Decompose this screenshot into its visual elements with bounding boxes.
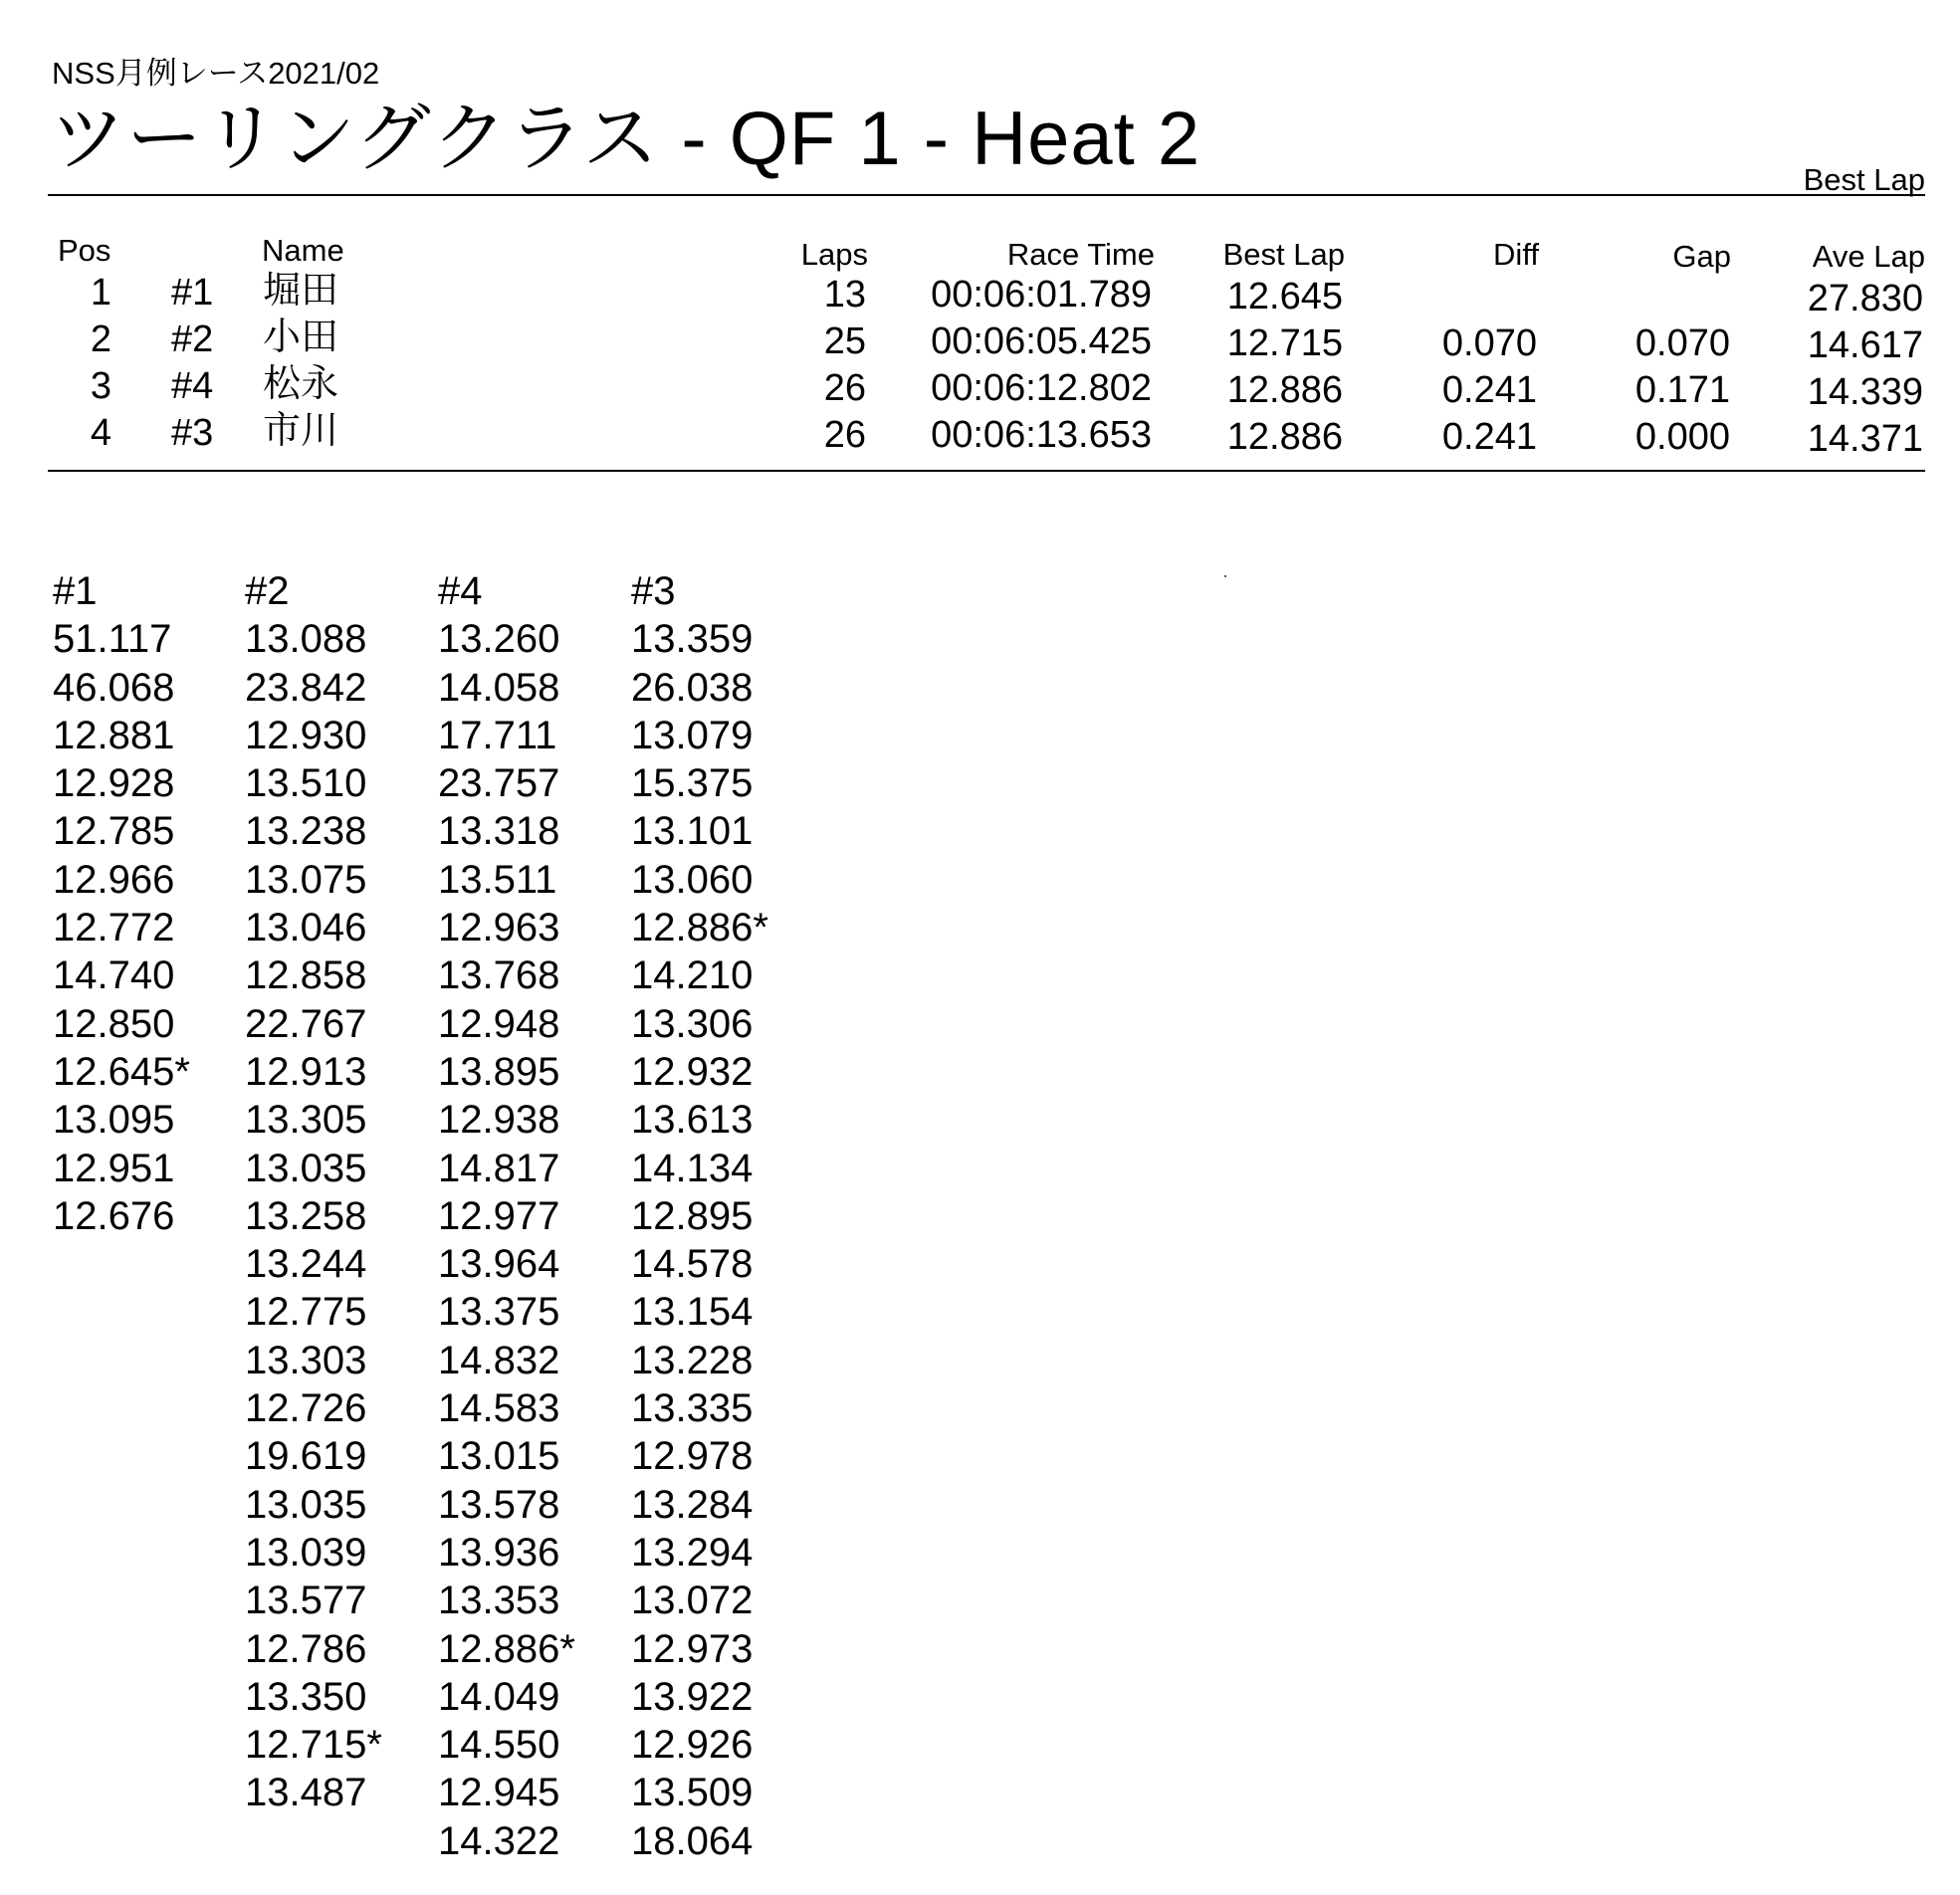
lap-time: 12.772 — [53, 906, 175, 950]
lap-time: 13.046 — [245, 906, 367, 950]
lap-time: 12.645* — [53, 1049, 190, 1094]
lap-time: 13.375 — [438, 1290, 560, 1335]
lap-time: 12.938 — [438, 1098, 560, 1143]
lap-time: 15.375 — [631, 761, 754, 806]
lap-time: 13.578 — [438, 1482, 560, 1527]
lap-time: 12.966 — [53, 857, 175, 902]
lap-time: 14.049 — [438, 1674, 560, 1719]
lap-column-header: #4 — [438, 569, 483, 613]
col-header-gap: Gap — [1672, 239, 1731, 274]
lap-time: 12.945 — [438, 1771, 560, 1815]
lap-time: 51.117 — [53, 617, 172, 662]
lap-time: 14.322 — [438, 1818, 560, 1863]
lap-time: 12.786 — [245, 1626, 367, 1671]
lap-time: 14.578 — [631, 1242, 754, 1287]
lap-time: 13.335 — [631, 1386, 754, 1431]
lap-time: 12.858 — [245, 953, 367, 998]
lap-time: 13.613 — [631, 1098, 754, 1143]
col-header-pos: Pos — [58, 233, 111, 268]
row-car: #2 — [171, 318, 214, 360]
lap-time: 13.922 — [631, 1674, 754, 1719]
row-laps: 13 — [823, 274, 866, 316]
results-divider — [48, 470, 1925, 472]
row-gap: 0.000 — [1634, 416, 1730, 458]
row-diff: 0.070 — [1441, 322, 1537, 364]
lap-time: 12.715* — [245, 1723, 382, 1768]
row-ave-lap: 14.617 — [1807, 324, 1923, 366]
lap-time: 13.577 — [245, 1579, 367, 1623]
lap-time: 13.305 — [245, 1098, 367, 1143]
lap-column-car-3 — [631, 567, 820, 1865]
lap-time: 18.064 — [631, 1818, 754, 1863]
row-pos: 2 — [90, 318, 111, 360]
lap-time: 12.932 — [631, 1049, 754, 1094]
header-divider — [48, 194, 1925, 196]
lap-time: 12.881 — [53, 713, 175, 757]
lap-time: 12.775 — [245, 1290, 367, 1335]
page-title: ツーリングクラス - QF 1 - Heat 2 — [50, 97, 1201, 181]
event-name: NSS月例レース2021/02 — [52, 56, 380, 91]
row-diff: 0.241 — [1441, 369, 1537, 411]
lap-time: 23.842 — [245, 665, 367, 710]
row-ave-lap: 14.371 — [1807, 418, 1923, 460]
col-header-name: Name — [262, 233, 344, 268]
col-header-best-lap: Best Lap — [1222, 237, 1345, 272]
lap-time: 13.895 — [438, 1049, 560, 1094]
lap-column-car-2 — [245, 567, 434, 1817]
row-name: 松永 — [263, 363, 339, 405]
lap-time: 12.948 — [438, 1001, 560, 1046]
lap-time: 13.039 — [245, 1530, 367, 1575]
lap-time: 12.928 — [53, 761, 175, 806]
lap-time: 13.035 — [245, 1146, 367, 1190]
lap-time: 17.711 — [438, 713, 557, 757]
lap-time: 13.509 — [631, 1771, 754, 1815]
lap-time: 13.964 — [438, 1242, 560, 1287]
lap-time: 12.886* — [631, 906, 768, 950]
lap-time: 12.926 — [631, 1723, 754, 1768]
row-best-lap: 12.886 — [1226, 369, 1343, 411]
lap-time: 12.676 — [53, 1193, 175, 1238]
lap-time: 13.768 — [438, 953, 560, 998]
scan-speck — [1224, 575, 1226, 577]
lap-time: 12.785 — [53, 809, 175, 854]
row-race-time: 00:06:01.789 — [931, 274, 1152, 316]
col-header-diff: Diff — [1493, 237, 1539, 272]
lap-time: 12.913 — [245, 1049, 367, 1094]
lap-column-header: #3 — [631, 569, 676, 613]
row-name: 小田 — [263, 316, 339, 358]
lap-time: 12.951 — [53, 1146, 175, 1190]
lap-time: 12.850 — [53, 1001, 175, 1046]
lap-time: 12.963 — [438, 906, 560, 950]
lap-time: 12.977 — [438, 1193, 560, 1238]
row-car: #4 — [171, 365, 214, 407]
lap-time: 13.303 — [245, 1338, 367, 1382]
lap-column-header: #2 — [245, 569, 290, 613]
lap-time: 22.767 — [245, 1001, 367, 1046]
sort-label: Best Lap — [1803, 162, 1925, 197]
lap-time: 13.035 — [245, 1482, 367, 1527]
row-best-lap: 12.715 — [1226, 322, 1343, 364]
lap-time: 14.832 — [438, 1338, 560, 1382]
lap-time: 14.058 — [438, 665, 560, 710]
row-laps: 25 — [823, 320, 866, 362]
lap-time: 13.306 — [631, 1001, 754, 1046]
lap-time: 13.072 — [631, 1579, 754, 1623]
row-pos: 4 — [90, 412, 111, 454]
lap-time: 13.258 — [245, 1193, 367, 1238]
lap-time: 13.238 — [245, 809, 367, 854]
lap-time: 13.487 — [245, 1771, 367, 1815]
row-gap: 0.070 — [1634, 322, 1730, 364]
row-ave-lap: 27.830 — [1807, 278, 1923, 319]
lap-time: 13.510 — [245, 761, 367, 806]
row-name: 市川 — [263, 410, 339, 452]
lap-time: 13.511 — [438, 857, 557, 902]
lap-time: 12.973 — [631, 1626, 754, 1671]
lap-time: 13.260 — [438, 617, 560, 662]
col-header-laps: Laps — [800, 237, 868, 272]
row-laps: 26 — [823, 367, 866, 409]
lap-time: 13.101 — [631, 809, 754, 854]
lap-time: 13.318 — [438, 809, 560, 854]
row-name: 堀田 — [263, 270, 339, 312]
col-header-race-time: Race Time — [1006, 237, 1155, 272]
lap-time: 13.088 — [245, 617, 367, 662]
lap-time: 13.936 — [438, 1530, 560, 1575]
lap-time: 13.284 — [631, 1482, 754, 1527]
row-best-lap: 12.886 — [1226, 416, 1343, 458]
lap-time: 12.978 — [631, 1434, 754, 1479]
lap-time: 14.134 — [631, 1146, 754, 1190]
col-header-ave-lap: Ave Lap — [1812, 239, 1925, 274]
row-diff: 0.241 — [1441, 416, 1537, 458]
lap-time: 13.075 — [245, 857, 367, 902]
row-car: #1 — [171, 272, 214, 314]
row-car: #3 — [171, 412, 214, 454]
row-pos: 3 — [90, 365, 111, 407]
lap-time: 19.619 — [245, 1434, 367, 1479]
row-ave-lap: 14.339 — [1807, 371, 1923, 413]
lap-time: 13.244 — [245, 1242, 367, 1287]
row-race-time: 00:06:05.425 — [931, 320, 1152, 362]
lap-time: 13.350 — [245, 1674, 367, 1719]
lap-time: 12.726 — [245, 1386, 367, 1431]
lap-time: 13.228 — [631, 1338, 754, 1382]
lap-time: 14.210 — [631, 953, 754, 998]
lap-time: 14.817 — [438, 1146, 560, 1190]
lap-column-car-4 — [438, 567, 627, 1865]
lap-time: 26.038 — [631, 665, 754, 710]
row-race-time: 00:06:13.653 — [931, 414, 1152, 456]
lap-time: 14.583 — [438, 1386, 560, 1431]
lap-time: 13.154 — [631, 1290, 754, 1335]
lap-time: 13.015 — [438, 1434, 560, 1479]
row-laps: 26 — [823, 414, 866, 456]
lap-time: 14.550 — [438, 1723, 560, 1768]
lap-time: 13.359 — [631, 617, 754, 662]
lap-column-car-1 — [53, 567, 242, 1240]
lap-column-header: #1 — [53, 569, 98, 613]
lap-time: 13.294 — [631, 1530, 754, 1575]
lap-time: 12.930 — [245, 713, 367, 757]
lap-time: 46.068 — [53, 665, 175, 710]
lap-time: 12.895 — [631, 1193, 754, 1238]
lap-time: 13.060 — [631, 857, 754, 902]
lap-time: 13.095 — [53, 1098, 175, 1143]
row-gap: 0.171 — [1634, 369, 1730, 411]
lap-time: 12.886* — [438, 1626, 575, 1671]
row-best-lap: 12.645 — [1226, 276, 1343, 317]
lap-time: 13.353 — [438, 1579, 560, 1623]
row-pos: 1 — [90, 272, 111, 314]
lap-time: 13.079 — [631, 713, 754, 757]
row-race-time: 00:06:12.802 — [931, 367, 1152, 409]
lap-time: 14.740 — [53, 953, 175, 998]
lap-time: 23.757 — [438, 761, 560, 806]
